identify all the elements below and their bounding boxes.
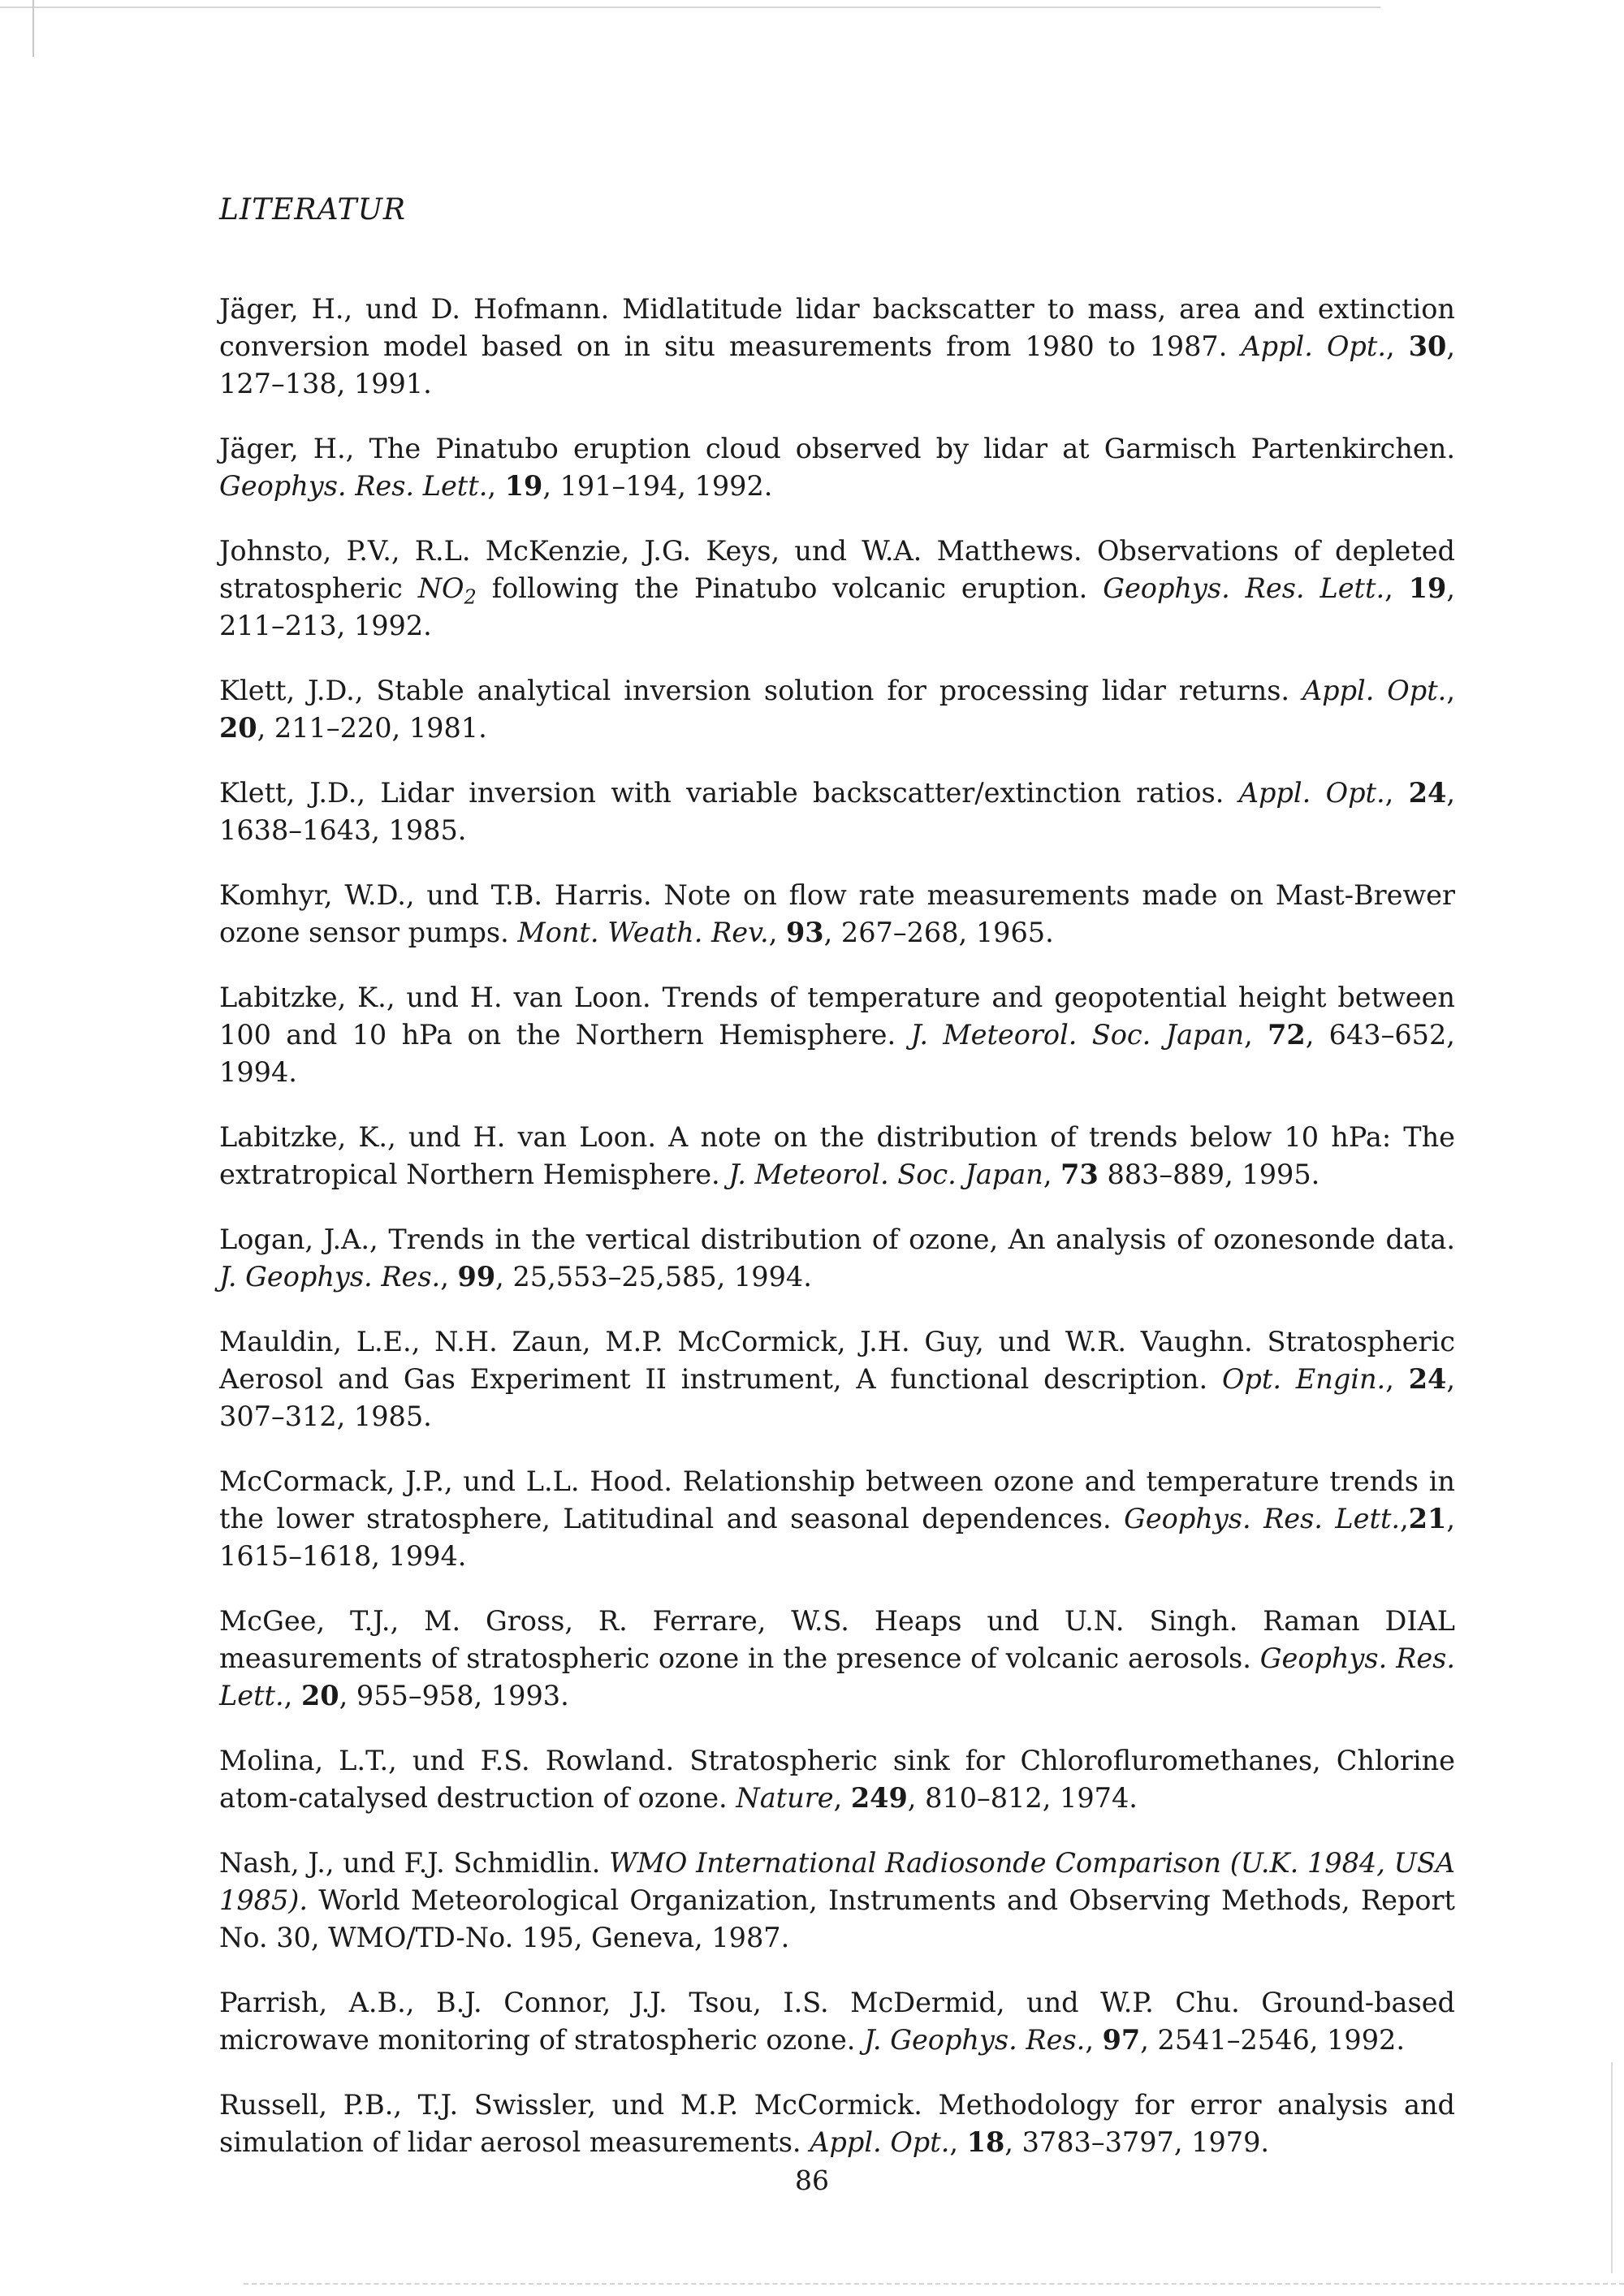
ref-volume: 93	[786, 917, 824, 948]
ref-journal: Mont. Weath. Rev.	[517, 917, 769, 948]
ref-volume: 24	[1408, 777, 1447, 809]
ref-volume: 18	[966, 2126, 1005, 2158]
reference-entry: Russell, P.B., T.J. Swissler, und M.P. McCormick. Methodology for error analysis and simulation of lidar aerosol measurements. Appl. Opt., 18, 3783–3797, 1979.	[219, 2089, 1455, 2158]
ref-title: Ground-based microwave monitoring of stratospheric ozone.	[219, 1987, 1455, 2056]
ref-journal: Geophys. Res. Lett.	[219, 470, 488, 502]
ref-title: Lidar inversion with variable backscatter/extinction ratios.	[380, 777, 1224, 809]
section-heading: LITERATUR	[219, 193, 407, 227]
ref-pages-year: , 3783–3797, 1979.	[1004, 2126, 1270, 2158]
reference-entry: Labitzke, K., und H. van Loon. Trends of temperature and geopotential height between 100 and 10 hPa on the Northern Hemisphere. J. Meteorol. Soc. Japan, 72, 643–652, 1994.	[219, 982, 1455, 1088]
reference-entry: Klett, J.D., Stable analytical inversion solution for processing lidar returns. Appl. Opt., 20, 211–220, 1981.	[219, 675, 1455, 744]
ref-authors: Parrish, A.B., B.J. Connor, J.J. Tsou, I.S. McDermid, und W.P. Chu.	[219, 1987, 1240, 2018]
ref-pages-year: , 127–138, 1991.	[219, 330, 1455, 399]
ref-pages-year: , 643–652, 1994.	[219, 1019, 1455, 1088]
ref-journal: Geophys. Res. Lett.	[1124, 1503, 1401, 1534]
ref-volume: 19	[1408, 572, 1447, 604]
ref-title: Trends in the vertical distribution of ozone, An analysis of ozonesonde data.	[388, 1224, 1456, 1255]
ref-pages-year: 883–889, 1995.	[1098, 1159, 1320, 1190]
ref-authors: Jäger, H., und D. Hofmann.	[219, 293, 610, 325]
ref-journal: J. Meteorol. Soc. Japan	[728, 1159, 1043, 1190]
ref-title: Stable analytical inversion solution for processing lidar returns.	[376, 675, 1290, 706]
reference-entry: Logan, J.A., Trends in the vertical distribution of ozone, An analysis of ozonesonde data. J. Geophys. Res., 99, 25,553–25,585, 1994.	[219, 1224, 1456, 1293]
ref-pages-year: , 25,553–25,585, 1994.	[495, 1261, 812, 1293]
ref-volume: 19	[504, 470, 543, 502]
ref-title: The Pinatubo eruption cloud observed by lidar at Garmisch Partenkirchen.	[369, 433, 1455, 464]
ref-volume: 72	[1268, 1019, 1306, 1051]
reference-entry: Parrish, A.B., B.J. Connor, J.J. Tsou, I.S. McDermid, und W.P. Chu. Ground-based microwave monitoring of stratospheric ozone. J. Geophys. Res., 97, 2541–2546, 1992.	[219, 1987, 1455, 2056]
scan-edge-top	[0, 6, 1380, 8]
ref-journal: Nature	[736, 1782, 834, 1814]
ref-authors: McGee, T.J., M. Gross, R. Ferrare, W.S. Heaps und U.N. Singh.	[219, 1605, 1238, 1637]
ref-pages-year: , 1638–1643, 1985.	[219, 777, 1455, 846]
reference-entry: Mauldin, L.E., N.H. Zaun, M.P. McCormick, J.H. Guy, und W.R. Vaughn. Stratospheric Aerosol and Gas Experiment II instrument, A functional description. Opt. Engin., 24, 307–312, 1985.	[219, 1326, 1455, 1432]
ref-volume: 73	[1060, 1159, 1099, 1190]
ref-authors: Mauldin, L.E., N.H. Zaun, M.P. McCormick, J.H. Guy, und W.R. Vaughn.	[219, 1326, 1253, 1357]
reference-entry: McCormack, J.P., und L.L. Hood. Relationship between ozone and temperature trends in the lower stratosphere, Latitudinal and seasonal dependences. Geophys. Res. Lett.,21, 1615–1618, 1994.	[219, 1465, 1455, 1572]
reference-entry: Jäger, H., und D. Hofmann. Midlatitude lidar backscatter to mass, area and extinction conversion model based on in situ measurements from 1980 to 1987. Appl. Opt., 30, 127–138, 1991.	[219, 293, 1455, 399]
ref-pages-year: , 1615–1618, 1994.	[219, 1503, 1455, 1572]
ref-title-continued: following the Pinatubo volcanic eruption.	[491, 572, 1088, 604]
ref-journal: J. Geophys. Res.	[219, 1261, 441, 1293]
ref-title-italic: WMO International Radiosonde Comparison (U.K. 1984, USA 1985).	[219, 1847, 1455, 1916]
ref-authors: Jäger, H.,	[219, 433, 355, 464]
ref-title: Stratospheric Aerosol and Gas Experiment II instrument, A functional description.	[219, 1326, 1455, 1395]
ref-authors: Klett, J.D.,	[219, 777, 365, 809]
ref-authors: Johnsto, P.V., R.L. McKenzie, J.G. Keys, und W.A. Matthews.	[219, 535, 1082, 567]
ref-authors: Klett, J.D.,	[219, 675, 364, 706]
ref-pages-year: , 191–194, 1992.	[542, 470, 773, 502]
reference-list	[219, 291, 1455, 2189]
reference-entry: Molina, L.T., und F.S. Rowland. Stratospheric sink for Chlorofluromethanes, Chlorine atom-catalysed destruction of ozone. Nature, 249, 810–812, 1974.	[219, 1745, 1455, 1814]
ref-volume: 97	[1102, 2024, 1141, 2056]
ref-journal: Geophys. Res. Lett.	[1103, 572, 1385, 604]
ref-journal: Appl. Opt.	[810, 2126, 950, 2158]
ref-pages-year: , 211–213, 1992.	[219, 572, 1455, 641]
ref-volume: 21	[1408, 1503, 1447, 1534]
ref-title: Midlatitude lidar backscatter to mass, area and extinction conversion model based on in situ measurements from 1980 to 1987.	[219, 293, 1455, 362]
ref-title: Methodology for error analysis and simulation of lidar aerosol measurements.	[219, 2089, 1455, 2158]
reference-entry: McGee, T.J., M. Gross, R. Ferrare, W.S. Heaps und U.N. Singh. Raman DIAL measurements of stratospheric ozone in the presence of volcanic aerosols. Geophys. Res. Lett., 20, 955–958, 1993.	[219, 1605, 1456, 1711]
ref-journal: Appl. Opt.	[1302, 675, 1447, 706]
ref-journal: J. Geophys. Res.	[864, 2024, 1086, 2056]
ref-volume: 249	[850, 1782, 908, 1814]
ref-volume: 20	[219, 712, 257, 744]
ref-journal: J. Meteorol. Soc. Japan	[910, 1019, 1245, 1051]
ref-authors: Russell, P.B., T.J. Swissler, und M.P. McCormick.	[219, 2089, 922, 2121]
ref-formula-base: NO	[417, 572, 464, 604]
ref-authors: Labitzke, K., und H. van Loon.	[219, 1121, 657, 1153]
ref-volume: 20	[300, 1680, 339, 1711]
page-number: 86	[795, 2164, 829, 2196]
reference-entry: Labitzke, K., und H. van Loon. A note on the distribution of trends below 10 hPa: The extratropical Northern Hemisphere. J. Meteorol. Soc. Japan, 73 883–889, 1995.	[219, 1121, 1455, 1190]
ref-volume: 30	[1408, 330, 1447, 362]
reference-entry: Jäger, H., The Pinatubo eruption cloud observed by lidar at Garmisch Partenkirchen. Geophys. Res. Lett., 19, 191–194, 1992.	[219, 433, 1455, 502]
reference-entry: Klett, J.D., Lidar inversion with variable backscatter/extinction ratios. Appl. Opt., 24, 1638–1643, 1985.	[219, 777, 1455, 846]
ref-authors: Molina, L.T., und F.S. Rowland.	[219, 1745, 675, 1776]
reference-entry: Komhyr, W.D., und T.B. Harris. Note on flow rate measurements made on Mast-Brewer ozone sensor pumps. Mont. Weath. Rev., 93, 267–268, 1965.	[219, 879, 1455, 948]
reference-entry	[219, 1845, 1455, 1957]
ref-journal: Appl. Opt.	[1241, 330, 1386, 362]
ref-formula	[417, 572, 477, 609]
ref-authors: McCormack, J.P., und L.L. Hood.	[219, 1465, 672, 1497]
ref-publisher: World Meteorological Organization, Instruments and Observing Methods, Report No. 30, WMO/TD-No. 195, Geneva, 1987.	[219, 1884, 1455, 1953]
ref-journal: Opt. Engin.	[1221, 1363, 1386, 1395]
ref-authors: Nash, J., und F.J. Schmidlin.	[219, 1847, 601, 1879]
ref-pages-year: , 307–312, 1985.	[219, 1363, 1455, 1432]
ref-pages-year: , 955–958, 1993.	[339, 1680, 569, 1711]
ref-volume: 24	[1408, 1363, 1447, 1395]
ref-authors: Komhyr, W.D., und T.B. Harris.	[219, 879, 652, 911]
ref-title: Stratospheric sink for Chlorofluromethanes, Chlorine atom-catalysed destruction of ozone.	[219, 1745, 1455, 1814]
ref-title: A note on the distribution of trends below 10 hPa: The extratropical Northern Hemisphere.	[219, 1121, 1455, 1190]
reference-entry: Johnsto, P.V., R.L. McKenzie, J.G. Keys, und W.A. Matthews. Observations of depleted stratospheric $NO_2$ following the Pinatubo volcanic eruption. Geophys. Res. Lett., 19, 211–213, 1992.	[219, 535, 1455, 641]
ref-journal: Geophys. Res. Lett.	[219, 1642, 1455, 1711]
ref-title: Raman DIAL measurements of stratospheric ozone in the presence of volcanic aerosols.	[219, 1605, 1456, 1674]
ref-authors: Logan, J.A.,	[219, 1224, 378, 1255]
scan-edge-bottom	[244, 2283, 1624, 2285]
scan-edge-left	[32, 0, 34, 57]
ref-pages-year: , 211–220, 1981.	[257, 712, 487, 744]
ref-title: Trends of temperature and geopotential height between 100 and 10 hPa on the Northern Hemisphere.	[219, 982, 1455, 1051]
ref-pages-year: , 2541–2546, 1992.	[1140, 2024, 1406, 2056]
ref-authors: Labitzke, K., und H. van Loon.	[219, 982, 651, 1013]
ref-pages-year: , 810–812, 1974.	[907, 1782, 1138, 1814]
ref-title: Note on flow rate measurements made on Mast-Brewer ozone sensor pumps.	[219, 879, 1455, 948]
ref-formula-subscript: 2	[464, 585, 477, 609]
ref-journal: Appl. Opt.	[1238, 777, 1385, 809]
ref-volume: 99	[457, 1261, 496, 1293]
ref-pages-year: , 267–268, 1965.	[823, 917, 1054, 948]
ref-title: Relationship between ozone and temperature trends in the lower stratosphere, Latitudinal and seasonal dependences.	[219, 1465, 1455, 1534]
ref-title: Observations of depleted stratospheric	[219, 535, 1455, 604]
